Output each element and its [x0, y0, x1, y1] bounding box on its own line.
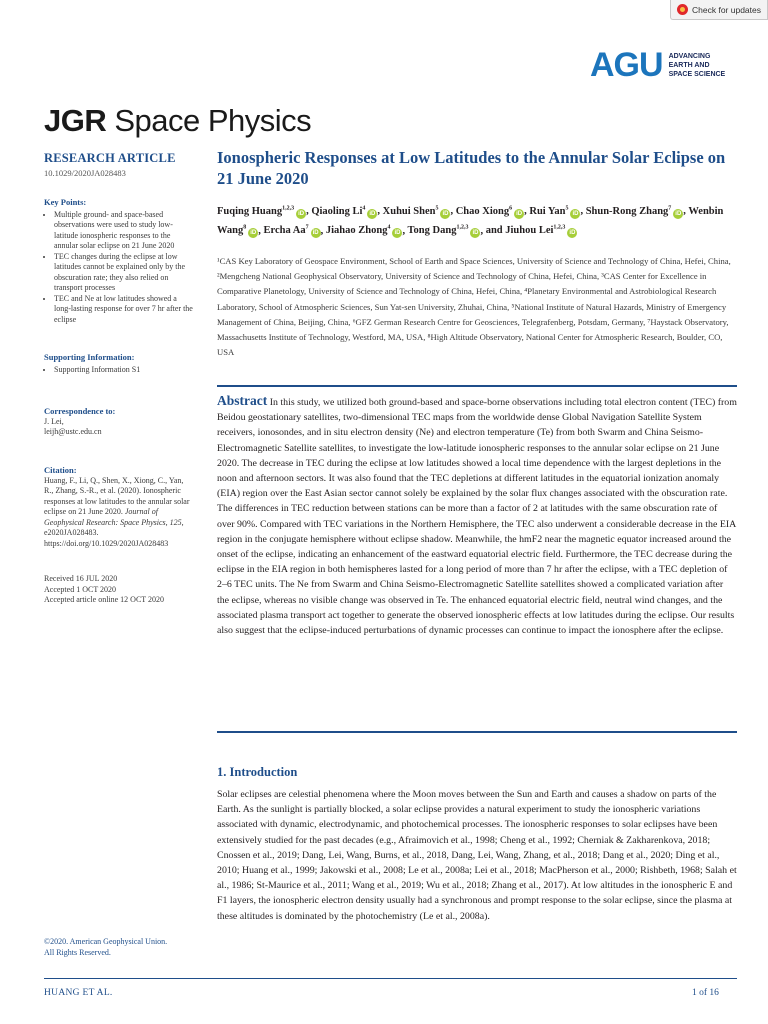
citation-volume: 125 [169, 517, 182, 527]
article-doi: 10.1029/2020JA028483 [44, 168, 126, 178]
citation-heading: Citation: [44, 465, 77, 475]
affiliations: ¹CAS Key Laboratory of Geospace Environment, School of Earth and Space Sciences, University of Science and Technology of China, Hefei, China, ²Mengcheng National Geophysical Observatory, University of Science and Technology of China, Hefei, China, ³CAS Center for Excellence in Comparative Planetology, University of Science and Technology of China, Hefei, China, ⁴Planetary Environmental and Astrobiological Research Laboratory, School of Atmospheric Sciences, Sun Yat-sen University, Zhuhai, China, ⁵National Institute of Natural Hazards, Ministry of Emergency Management of China, Beijing, China, ⁶GFZ German Research Centre for Geosciences, Telegrafenberg, Potsdam, Germany, ⁷Haystack Observatory, Massachusetts Institute of Technology, Westford, MA, USA, ⁸High Altitude Observatory, National Center for Atmospheric Research, Boulder, CO, USA [217, 256, 731, 358]
footer-authors: HUANG ET AL. [44, 988, 113, 998]
key-points-heading: Key Points: [44, 197, 87, 207]
copyright [44, 936, 167, 958]
supporting-information [44, 352, 194, 375]
check-for-updates-button[interactable] [670, 0, 768, 20]
orcid-icon[interactable]: iD [572, 210, 579, 217]
orcid-icon[interactable]: iD [250, 230, 257, 236]
journal-name [44, 103, 311, 139]
author-name [383, 206, 451, 217]
citation-part1: Huang, F., Li, Q., Shen, X., Xiong, C., Yan, R., Zhang, S.-R., et al. (2020). Ionospheric responses at low latitudes to the annular solar eclipse on 21 June 2020. [44, 475, 190, 516]
correspondence-heading: Correspondence to: [44, 406, 116, 416]
citation [44, 465, 194, 549]
key-point-item: • Multiple ground- and space-based observations were used to study low-latitude ionospheric responses to the annular solar eclipse on 21 June 2020 [54, 210, 194, 252]
check-for-updates-label: Check for updates [692, 4, 761, 15]
author-affiliation-sup: 1,2,3 [282, 205, 295, 211]
citation-text: Huang, F., Li, Q., Shen, X., Xiong, C., Yan, R., Zhang, S.-R., et al. (2020). Ionospheric responses at low latitudes to the annular solar eclipse on 21 June 2020. Journal of Geophysical Research: Space Physics, 125, e2020JA028483. https://doi.org/10.1029/2020JA028483 [44, 475, 190, 548]
orcid-icon[interactable]: iD [442, 210, 449, 217]
author-affiliation-sup: 5 [565, 205, 569, 211]
orcid-icon[interactable]: iD [312, 230, 319, 236]
copyright-line1: ©2020. American Geophysical Union. [44, 937, 168, 946]
supporting-heading: Supporting Information: [44, 352, 135, 362]
agu-logo-text [669, 52, 726, 79]
supporting-item-link[interactable]: • Supporting Information S1 [54, 365, 194, 376]
author-name-text: Rui Yan [529, 205, 566, 217]
journal-name-bold: JGR [44, 103, 107, 138]
author-list: Fuqing Huang$^{1,2,3}$iD , Qiaoling Li$^4$iD , Xuhui Shen$^5$iD , Chao Xiong$^6$iD , Rui Yan$^5$iD , Shun-Rong Zhang$^7$iD , Wenbin Wang$^8$iD , Ercha Aa$^7$iD , Jiahao Zhong$^4$iD , Tong Dang$^{1,2,3}$iD , and Jiuhou Lei$^{1,2,3}$iD [217, 205, 724, 236]
article-dates [44, 574, 194, 606]
author-name-text: Jiahao Zhong [325, 225, 388, 236]
agu-logo-line2: EARTH AND [668, 61, 710, 69]
author-affiliation-sup: 5 [435, 205, 439, 211]
key-points-list [44, 210, 194, 326]
author-name [529, 206, 580, 217]
introduction-heading: 1. Introduction [217, 765, 298, 779]
citation-doi-link[interactable]: https://doi.org/10.1029/2020JA028483 [44, 538, 169, 548]
footer-rule [44, 978, 737, 979]
abstract-bottom-rule [217, 731, 737, 733]
abstract [217, 393, 737, 638]
orcid-icon[interactable]: iD [675, 210, 682, 217]
author-name [217, 206, 306, 217]
author-name [456, 206, 524, 217]
introduction-text: Solar eclipses are celestial phenomena where the Moon moves between the Sun and Earth and causes a shadow on parts of the Earth. As the sunlight is partially blocked, a solar eclipse provides a natural experiment to study the ionospheric variations associated with dynamic, electrodynamic, and photochemical processes. The ionospheric responses to solar eclipses have been extensively studied for the past decades (e.g., Afraimovich et al., 1998; Cheng et al., 1992; Cherniak & Zakharenkova, 2018; Cnossen et al., 2019; Dang, Lei, Wang, Burns, et al., 2018, Dang, Lei, Wang, Zhang, et al., 2018; Dang et al., 2020; Ding et al., 2010; Huang et al., 1999; Jakowski et al., 2008; Le et al., 2008a; Lei et al., 2018; MacPherson et al., 2000; Rishbeth, 1968; Salah et al., 1986; St-Maurice et al., 2011; Wang et al., 2019; Wu et al., 2018; Zhang et al., 2017). At low altitudes in the ionospheric E and F1 layers, the ionospheric electron density usually had a synchronous and prompt response to the solar eclipse, since the plasma at these altitudes is dominated by the photochemistry (Le et al., 2008a). [217, 789, 737, 922]
author-affiliation-sup: 1,2,3 [456, 224, 469, 231]
author-name [264, 225, 321, 236]
orcid-icon[interactable]: iD [569, 230, 576, 236]
orcid-icon[interactable]: iD [369, 210, 376, 217]
author-name-text: and Jiuhou Lei [485, 225, 554, 236]
correspondence [44, 406, 194, 438]
author-name-text: Fuqing Huang [217, 205, 283, 217]
author-affiliation-sup: 4 [362, 205, 366, 211]
author-affiliation-sup: 1,2,3 [553, 224, 566, 231]
journal-name-rest: Space Physics [106, 103, 312, 138]
orcid-icon[interactable]: iD [472, 230, 479, 236]
date-received: Received 16 JUL 2020 [44, 574, 118, 583]
key-points [44, 197, 194, 325]
key-point-item: • TEC and Ne at low latitudes showed a long-lasting response for over 7 hr after the eclipse [54, 294, 194, 326]
date-accepted: Accepted 1 OCT 2020 [44, 584, 117, 594]
author-name [486, 225, 578, 236]
article-title: Ionospheric Responses at Low Latitudes to the Annular Solar Eclipse on 21 June 2020 [217, 148, 726, 188]
agu-logo-line3: SPACE SCIENCE [668, 70, 726, 78]
agu-logo [590, 48, 725, 82]
orcid-icon[interactable]: iD [516, 210, 523, 217]
author-affiliation-sup: 6 [509, 205, 513, 211]
author-name [586, 206, 684, 217]
author-affiliation-sup: 7 [668, 205, 672, 211]
author-name-text: Ercha Aa [263, 225, 306, 236]
agu-logo-mark: AGU [590, 46, 663, 84]
author-name [408, 225, 481, 236]
author-affiliation-sup: 4 [387, 224, 391, 231]
author-name [326, 225, 403, 236]
key-point-item: • TEC changes during the eclipse at low latitudes cannot be explained only by the obscuration rate; they also relied on transport processes [54, 252, 194, 294]
citation-part2: , e2020JA028483. [44, 517, 184, 537]
article-type: RESEARCH ARTICLE [44, 151, 176, 165]
agu-logo-line1: ADVANCING [668, 52, 711, 60]
citation-journal: Journal of Geophysical Research: Space Physics [44, 507, 166, 527]
correspondence-name: J. Lei, [44, 416, 64, 426]
orcid-icon[interactable]: iD [298, 210, 305, 217]
copyright-line2: All Rights Reserved. [44, 948, 111, 957]
orcid-icon[interactable]: iD [394, 230, 401, 236]
author-affiliation-sup: 8 [243, 224, 247, 231]
author-name-text: Chao Xiong [455, 205, 510, 217]
author-name-text: Wenbin Wang [217, 205, 724, 236]
author-name-text: Xuhui Shen [382, 205, 436, 217]
author-name-text: Tong Dang [407, 225, 457, 236]
author-name-text: Qiaoling Li [311, 205, 363, 217]
crossmark-icon [677, 4, 688, 15]
footer-page-number: 1 of 16 [692, 988, 719, 998]
author-affiliation-sup: 7 [305, 224, 309, 231]
abstract-top-rule [217, 385, 737, 387]
author-name [311, 206, 377, 217]
author-name-text: Shun-Rong Zhang [585, 205, 669, 217]
date-online: Accepted article online 12 OCT 2020 [44, 595, 165, 604]
correspondence-email-link[interactable]: leijh@ustc.edu.cn [44, 427, 102, 436]
abstract-heading: Abstract [217, 393, 268, 408]
abstract-text: In this study, we utilized both ground-based and space-borne observations including total electron content (TEC) from Beidou geostationary satellites, two-dimensional TEC maps from the worldwide dense Global Navigation Satellite System receivers, ionosondes, and in situ electron density (Ne) and electron temperature (Te) from both Swarm and China Seismo-Electromagnetic Satellite satellites, to investigate the low-latitude ionospheric responses to the annular solar eclipse on 21 June 2020. The decrease in TEC during the eclipse at low latitudes showed a local time dependence with the largest depletions in the noon and afternoon sectors. It was also found that the TEC depletions at different latitudes in the equatorial ionization anomaly (EIA) region over the East Asian sector cannot solely be explained by the solar flux changes associated with the obscuration rate. The differences in TEC reduction between stations can be more than a factor of 2 at latitudes with the same obscuration rate of over 90%. Compared with TEC variations in the Northern Hemisphere, the TEC also underwent a considerable decrease in the EIA region in the conjugate hemisphere without eclipse shadow. Meanwhile, the hmF2 near the magnetic equator increased around the onset of the eclipse, indicating an enhancement of the eastward equatorial electric field. Furthermore, the TEC decrease during the eclipse in the EIA region in both hemispheres lasted for a long period of more than 7 hr after the eclipse, with a TEC depletion of 2–6 TEC units. The Ne from Swarm and China Seismo-Electromagnetic Satellite satellites showed a complicated variation after the eclipse, whereas no visible change was observed in Te. The enhanced equatorial electric field, neutral wind changes, and the associated plasma transport act together to generate the observed ionospheric effects at low latitudes during the eclipse. Our results also suggest that the eclipse-induced perturbations of dynamic processes can continue to impact the ionosphere after the eclipse. [217, 397, 737, 637]
